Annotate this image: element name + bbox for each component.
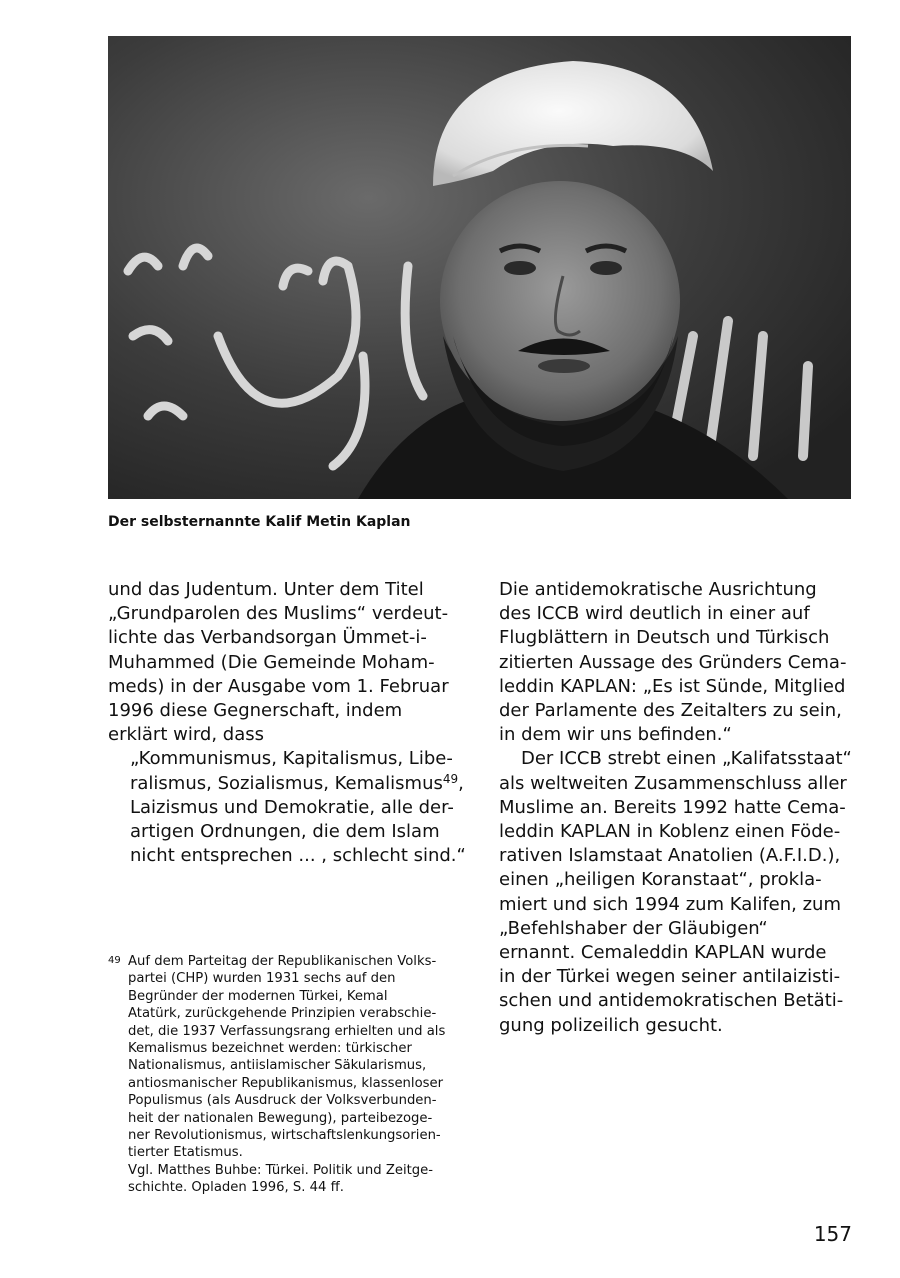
text-line: meds) in der Ausgabe vom 1. Februar [108, 675, 449, 697]
quote-line-text: ralismus, Sozialismus, Kemalismus [130, 772, 443, 794]
portrait-photo [108, 36, 851, 499]
text-line: in der Türkei wegen seiner antilaizisti- [499, 966, 841, 988]
quote-line: artigen Ordnungen, die dem Islam [130, 821, 440, 843]
text-line: Flugblättern in Deutsch und Türkisch [499, 627, 830, 649]
footnote-line: Populismus (als Ausdruck der Volksverbunden- [128, 1093, 437, 1109]
text-line: miert und sich 1994 zum Kalifen, zum [499, 893, 841, 915]
footnote-line: Kemalismus bezeichnet werden: türkischer [128, 1041, 412, 1057]
text-line: und das Judentum. Unter dem Titel [108, 579, 424, 600]
quote-line [130, 772, 464, 796]
text-line: rativen Islamstaat Anatolien (A.F.I.D.), [499, 845, 841, 867]
text-line: als weltweiten Zusammenschluss aller [499, 772, 847, 794]
page-number: 157 [813, 1222, 852, 1246]
footnote-body [128, 953, 468, 1197]
text-line: zitierten Aussage des Gründers Cema- [499, 651, 847, 673]
text-line: ernannt. Cemaleddin KAPLAN wurde [499, 942, 827, 964]
text-line: 1996 diese Gegnerschaft, indem [108, 700, 403, 722]
text-line: „Grundparolen des Muslims“ verdeut- [108, 603, 449, 625]
text-line: einen „heiligen Koranstaat“, prokla- [499, 869, 822, 891]
quote-line: Laizismus und Demokratie, alle der- [130, 796, 454, 818]
footnote-line: Nationalismus, antiislamischer Säkularismus, [128, 1058, 427, 1074]
footnote-line: schichte. Opladen 1996, S. 44 ff. [128, 1180, 344, 1196]
footnote-line: Auf dem Parteitag der Republikanischen Volks- [128, 954, 437, 969]
footnote-line: heit der nationalen Bewegung), parteibezoge- [128, 1110, 433, 1126]
footnote-line: tierter Etatismus. [128, 1145, 243, 1161]
text-line: der Parlamente des Zeitalters zu sein, [499, 700, 842, 722]
block-quote [108, 747, 464, 868]
text-line: Die antidemokratische Ausrichtung [499, 579, 817, 600]
text-line: schen und antidemokratischen Betäti- [499, 990, 844, 1012]
figure-caption: Der selbsternannte Kalif Metin Kaplan [108, 514, 411, 530]
footnote-line: partei (CHP) wurden 1931 sechs auf den [128, 971, 396, 987]
footnote-line: Atatürk, zurückgehende Prinzipien verabschie- [128, 1006, 437, 1022]
footnote-line: antiosmanischer Republikanismus, klassenloser [128, 1075, 444, 1091]
footnote-line: Begründer der modernen Türkei, Kemal [128, 988, 388, 1004]
quote-line-tail: , [458, 772, 464, 794]
text-line: Der ICCB strebt einen „Kalifatsstaat“ [521, 748, 852, 770]
footnote-line: ner Revolutionismus, wirtschaftslenkungsorien- [128, 1128, 441, 1144]
footnote-number: 49 [108, 955, 121, 966]
right-column [499, 578, 865, 1038]
footnote-line: Vgl. Matthes Buhbe: Türkei. Politik und Zeitge- [128, 1162, 434, 1178]
text-line: Muhammed (Die Gemeinde Moham- [108, 651, 435, 673]
footnote-line: det, die 1937 Verfassungsrang erhielten und als [128, 1023, 446, 1039]
text-line: lichte das Verbandsorgan Ümmet-i- [108, 627, 427, 649]
text-line: Muslime an. Bereits 1992 hatte Cema- [499, 796, 846, 818]
text-line: erklärt wird, dass [108, 724, 264, 746]
left-column [108, 578, 464, 868]
text-line: gung polizeilich gesucht. [499, 1014, 723, 1036]
text-line: leddin KAPLAN: „Es ist Sünde, Mitglied [499, 675, 846, 697]
text-line: in dem wir uns befinden.“ [499, 724, 732, 746]
quote-line: „Kommunismus, Kapitalismus, Libe- [130, 748, 453, 770]
footnote [108, 953, 468, 1197]
footnote-reference[interactable]: 49 [442, 771, 459, 786]
quote-line: nicht entsprechen ... , schlecht sind.“ [130, 845, 466, 867]
text-line: des ICCB wird deutlich in einer auf [499, 603, 810, 625]
text-line: leddin KAPLAN in Koblenz einen Föde- [499, 821, 841, 843]
text-line: „Befehlshaber der Gläubigen“ [499, 917, 768, 939]
